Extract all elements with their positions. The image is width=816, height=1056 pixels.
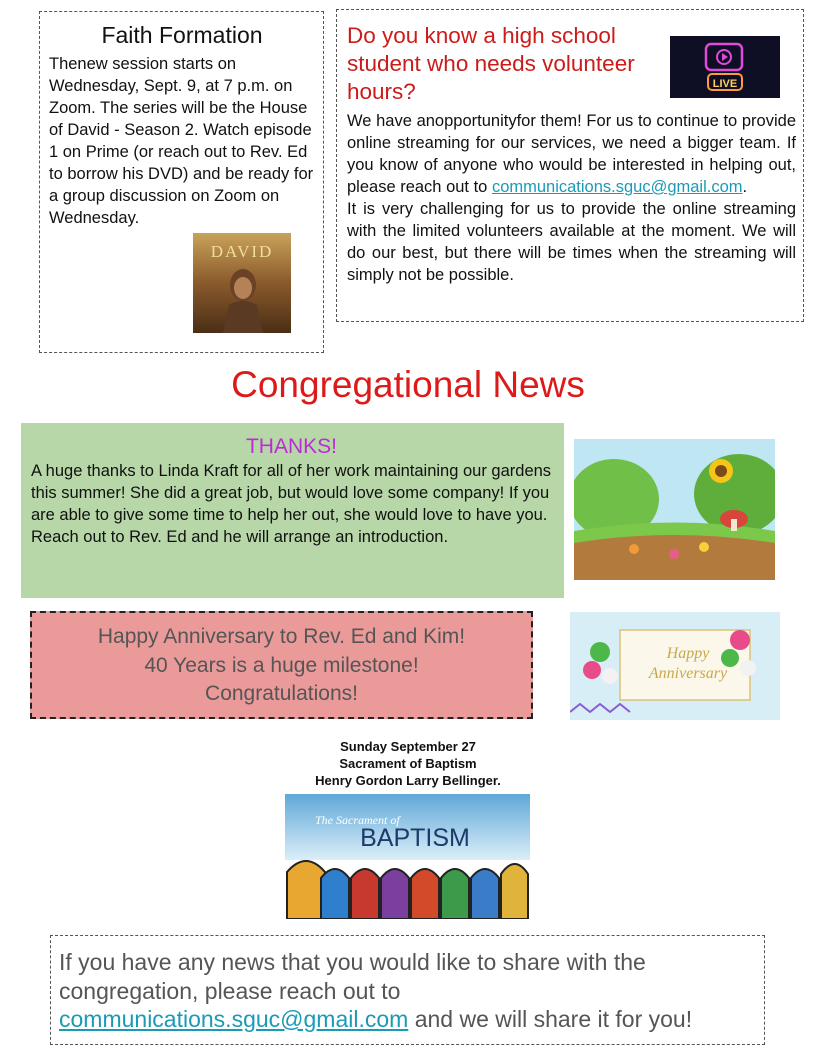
anniversary-line-2: 40 Years is a huge milestone! (144, 653, 419, 677)
congregational-news-heading: Congregational News (231, 364, 585, 405)
baptism-name: Henry Gordon Larry Bellinger. (315, 773, 501, 788)
faith-formation-title: Faith Formation (101, 22, 263, 48)
thanks-box (21, 423, 564, 598)
anniversary-line-1: Happy Anniversary to Rev. Ed and Kim! (97, 625, 466, 648)
card-happy-text: Happy (666, 645, 710, 662)
share-news-text-1: If you have any news that you would like to share with the congregation, please reach out to (59, 949, 646, 1004)
card-anniversary-text: Anniversary (648, 665, 728, 682)
thanks-body: A huge thanks to Linda Kraft for all of her work maintaining our gardens this summer! She did a great job, but would love some company! If you are able to give some time to help her out, she would love to have you. Reach out to Rev. Ed and he will arrange an introduction. (31, 462, 552, 546)
volunteer-body (347, 110, 796, 286)
thanks-title: THANKS! (245, 435, 337, 458)
sacrament-of-baptism-banner (285, 794, 530, 919)
volunteer-text-2: It is very challenging for us to provide the online streaming with the limited volunteers available at the moment. We will do our best, but there will be times when the streaming will simply not be possible. (347, 200, 796, 284)
anniversary-box (30, 611, 533, 719)
happy-anniversary-card-image (570, 612, 780, 720)
share-news-email-link[interactable]: communications.sguc@gmail.com (59, 1006, 409, 1032)
baptism-sacrament: Sacrament of Baptism (339, 756, 477, 771)
banner-baptism-text: BAPTISM (360, 824, 470, 852)
faith-formation-body: Thenew session starts on Wednesday, Sept. 9, at 7 p.m. on Zoom. The series will be the House of David - Season 2. Watch episode 1 on Prime (or reach out to Rev. Ed to borrow his DVD) and be ready for a group discussion on Zoom on Wednesday. (49, 55, 314, 227)
cover-title-text: DAVID (210, 242, 274, 261)
share-news-box (50, 935, 765, 1045)
volunteer-text-1-end: . (742, 178, 748, 196)
volunteer-heading: Do you know a high school student who needs volunteer hours? (347, 23, 635, 104)
baptism-date: Sunday September 27 (340, 739, 476, 754)
live-badge-text: LIVE (712, 78, 738, 90)
volunteer-text-1: We have anopportunityfor them! For us to continue to provide online streaming for our services, we need a bigger team. If you know of anyone who would be interested in helping out, please reach out to (347, 112, 796, 196)
volunteer-email-link[interactable]: communications.sguc@gmail.com (491, 178, 743, 196)
live-stream-icon (670, 36, 780, 98)
garden-illustration (574, 439, 775, 580)
anniversary-line-3: Congratulations! (205, 682, 358, 705)
banner-small-text: The Sacrament of (315, 813, 400, 827)
house-of-david-cover-image (193, 233, 291, 333)
baptism-announcement (250, 738, 566, 789)
share-news-text (59, 948, 756, 1034)
share-news-text-2: and we will share it for you! (408, 1006, 693, 1032)
